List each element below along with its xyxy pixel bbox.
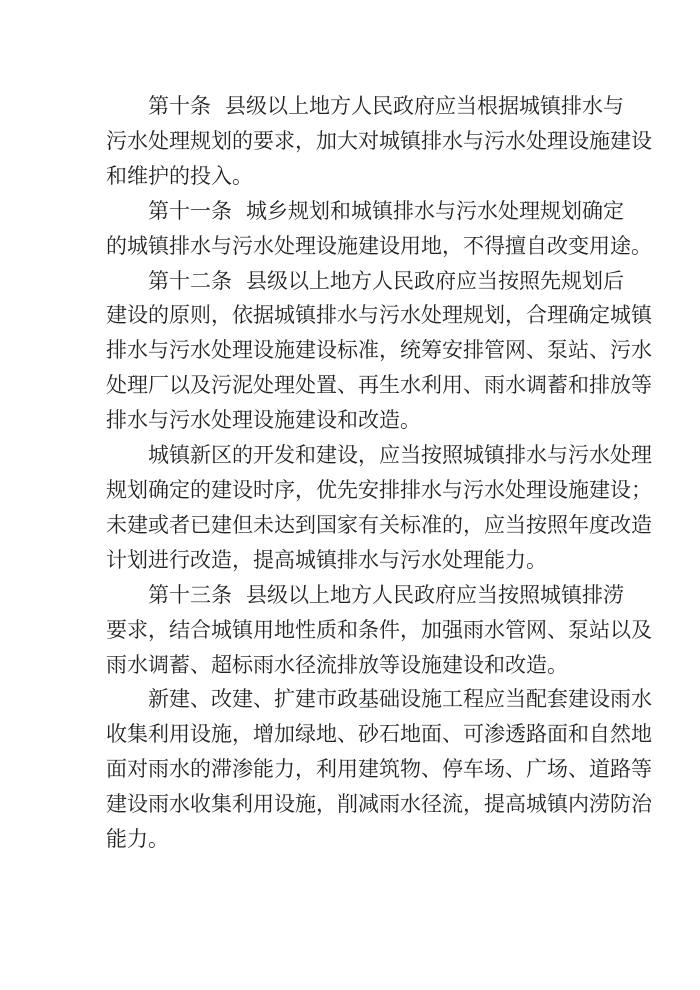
- paragraph-line: 城镇新区的开发和建设，应当按照城镇排水与污水处理: [148, 443, 652, 468]
- paragraph-line: 第十一条 城乡规划和城镇排水与污水处理规划确定: [148, 198, 624, 223]
- paragraph-article-10: [106, 89, 652, 194]
- paragraph-line: 的城镇排水与污水处理设施建设用地，不得擅自改变用途。: [106, 233, 652, 258]
- paragraph-line: 污水处理规划的要求，加大对城镇排水与污水处理设施建设: [106, 128, 652, 153]
- body-text: [106, 89, 652, 857]
- paragraph-article-11: [106, 194, 652, 264]
- paragraph-line: 新建、改建、扩建市政基础设施工程应当配套建设雨水: [148, 687, 652, 712]
- paragraph-rainwater-facilities: [106, 682, 652, 857]
- paragraph-line: 排水与污水处理设施建设标准，统筹安排管网、泵站、污水: [106, 338, 652, 363]
- article-heading: 第十一条: [148, 198, 232, 223]
- paragraph-new-district: [106, 438, 652, 578]
- paragraph-line: 第十三条 县级以上地方人民政府应当按照城镇排涝: [148, 582, 624, 607]
- paragraph-line: 雨水调蓄、超标雨水径流排放等设施建设和改造。: [106, 652, 568, 677]
- paragraph-line: 处理厂以及污泥处理处置、再生水利用、雨水调蓄和排放等: [106, 373, 652, 398]
- paragraph-line: 规划确定的建设时序，优先安排排水与污水处理设施建设；: [106, 477, 652, 502]
- paragraph-line: 未建或者已建但未达到国家有关标准的，应当按照年度改造: [106, 512, 652, 537]
- paragraph-article-13: [106, 578, 652, 683]
- paragraph-line: 第十条 县级以上地方人民政府应当根据城镇排水与: [148, 94, 624, 118]
- article-heading: 第十条: [148, 94, 211, 118]
- paragraph-line: 计划进行改造，提高城镇排水与污水处理能力。: [106, 547, 547, 572]
- paragraph-line: 面对雨水的滞渗能力，利用建筑物、停车场、广场、道路等: [106, 757, 652, 782]
- paragraph-line: 能力。: [106, 827, 169, 852]
- paragraph-line: 收集利用设施，增加绿地、砂石地面、可渗透路面和自然地: [106, 722, 652, 747]
- paragraph-line: 排水与污水处理设施建设和改造。: [106, 408, 421, 433]
- paragraph-line: 和维护的投入。: [106, 163, 253, 188]
- paragraph-line: 建设的原则，依据城镇排水与污水处理规划，合理确定城镇: [106, 303, 652, 328]
- paragraph-line: 第十二条 县级以上地方人民政府应当按照先规划后: [148, 268, 624, 293]
- paragraph-line: 要求，结合城镇用地性质和条件，加强雨水管网、泵站以及: [106, 617, 652, 642]
- article-heading: 第十二条: [148, 268, 232, 293]
- paragraph-line: 建设雨水收集利用设施，削减雨水径流，提高城镇内涝防治: [106, 792, 652, 817]
- article-heading: 第十三条: [148, 582, 232, 607]
- paragraph-article-12: [106, 264, 652, 439]
